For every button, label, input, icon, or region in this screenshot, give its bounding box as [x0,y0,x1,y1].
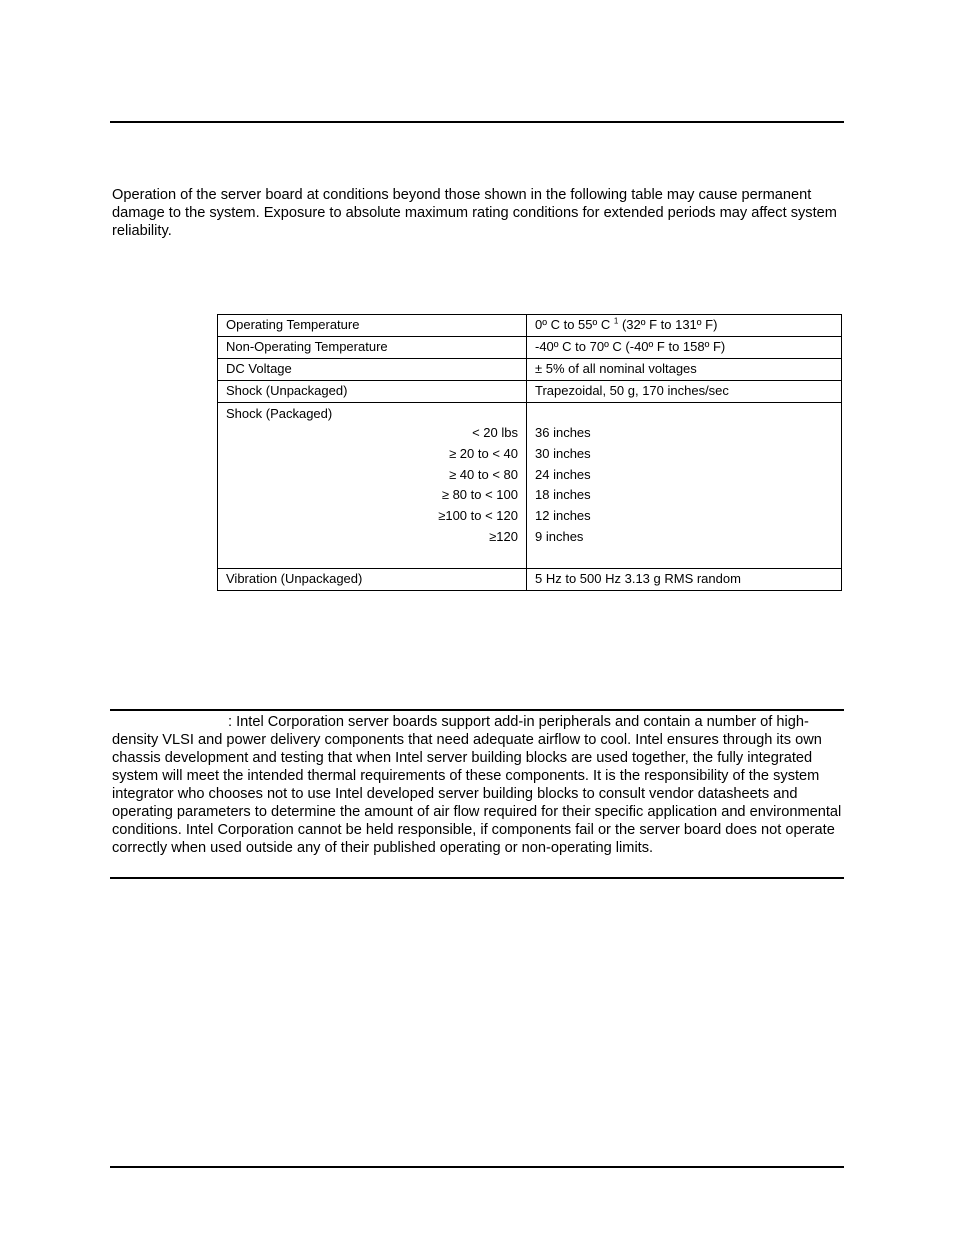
thermal-note [112,713,846,857]
drop-height: 18 inches [535,487,591,503]
row-label: Operating Temperature [218,315,527,337]
note-bottom-rule [110,877,844,879]
drop-height: 36 inches [535,425,591,440]
table-row [218,381,842,403]
footer-rule [110,1166,844,1168]
note-text: : Intel Corporation server boards support add-in peripherals and contain a number of high-density VLSI and power delivery components that need adequate airflow to cool. Intel ensures through its own chassis development and testing that when Intel server building blocks are used together, the fully integrated system will meet the intended thermal requirements of these components. It is the responsibility of the system integrator who chooses not to use Intel developed server building blocks to consult vendor datasheets and operating parameters to determine the amount of air flow required for their specific application and environmental conditions. Intel Corporation cannot be held responsible, if components fail or the server board does not operate correctly when used outside any of their published operating or non-operating limits. [112,714,842,856]
table-row-shock-packaged [218,403,842,569]
weight-range: ≥ 40 to < 80 [449,466,518,482]
row-label: Non-Operating Temperature [218,337,527,359]
intro-paragraph: Operation of the server board at conditions beyond those shown in the following table may cause permanent damage to the system. Exposure to absolute maximum rating conditions for extended periods may affect system reliability. [112,187,837,239]
drop-height: 24 inches [535,466,591,482]
weight-range: ≥100 to < 120 [438,508,518,524]
drop-height: 12 inches [535,508,591,524]
weight-range: ≥ 80 to < 100 [441,487,518,503]
note-top-rule [110,709,844,711]
environmental-spec-table [217,314,842,591]
table-row [218,315,842,337]
drop-height: 9 inches [535,528,584,544]
row-value: 0º C to 55º C $^1$ (32º F to 131º F) [527,315,842,337]
footnote-marker: 1 [613,316,619,326]
drop-height: 30 inches [535,445,591,461]
shock-packaged-label: Shock (Packaged) [226,406,333,421]
table-row [218,359,842,381]
row-label [218,403,527,569]
row-value: -40º C to 70º C (-40º F to 158º F) [527,337,842,359]
row-value: 5 Hz to 500 Hz 3.13 g RMS random [527,568,842,590]
row-label: Vibration (Unpackaged) [218,568,527,590]
row-value: ± 5% of all nominal voltages [527,359,842,381]
table-row [218,337,842,359]
weight-range: ≥120 [489,528,518,544]
weight-range: ≥ 20 to < 40 [449,445,518,461]
row-value: Trapezoidal, 50 g, 170 inches/sec [527,381,842,403]
row-value [527,403,842,569]
row-label: Shock (Unpackaged) [218,381,527,403]
row-label: DC Voltage [218,359,527,381]
weight-range: < 20 lbs [472,425,518,440]
table-row [218,568,842,590]
header-rule [110,121,844,123]
